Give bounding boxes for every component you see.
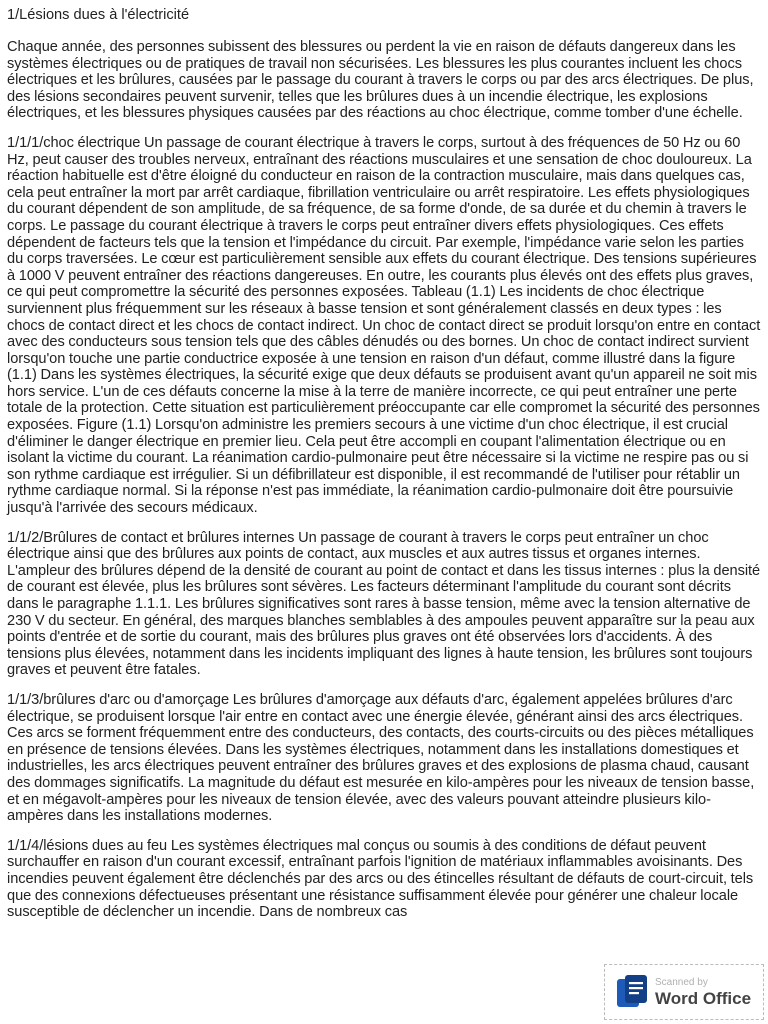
word-office-logo-icon	[617, 975, 647, 1009]
paragraph-intro: Chaque année, des personnes subissent des blessures ou perdent la vie en raison de défauts dangereux dans les systèmes électriques ou de pratiques de travail non sécurisées. Les blessures les plus courantes incluent les chocs électriques et les brûlures, causées par le passage du courant à travers le corps ou par des arcs électriques. De plus, des lésions secondaires peuvent survenir, telles que les brûlures dues à un incendie électrique, les explosions électriques, et les blessures physiques causées par des réactions au choc électrique, comme tomber d'une échelle.	[7, 39, 754, 122]
section-heading: 1/Lésions dues à l'électricité	[7, 7, 190, 23]
paragraph-contact-burns: 1/1/2/Brûlures de contact et brûlures internes Un passage de courant à travers le corps peut entraîner un choc électrique ainsi que des brûlures aux points de contact, aux muscles et aux autres tissus et organes internes. L'ampleur des brûlures dépend de la densité de courant au point de contact et dans les tissus internes : plus la densité de courant est élevée, plus les brûlures sont sévères. Les facteurs déterminant l'amplitude du courant sont décrits dans le paragraphe 1.1.1. Les brûlures significatives sont rares à basse tension, même avec la tension alternative de 230 V du secteur. En général, des marques blanches semblables à des ampoules peuvent apparaître sur la peau aux points d'entrée et de sortie du courant, mais des brûlures plus graves ont été observées lors d'accidents. À des tensions plus élevées, notamment dans les incidents impliquant des lignes à haute tension, les brûlures sont toujours graves et peuvent être fatales.	[7, 529, 761, 679]
watermark-brand-text: Word Office	[655, 988, 752, 1008]
paragraph-electric-shock: 1/1/1/choc électrique Un passage de courant électrique à travers le corps, surtout à des fréquences de 50 Hz ou 60 Hz, peut causer des troubles nerveux, entraînant des réactions musculaires et une sensation de choc douloureux. La réaction habituelle est d'être éloigné du conducteur en raison de la contraction musculaire, mais dans quelques cas, cela peut entraîner la mort par arrêt cardiaque, fibrillation ventriculaire ou arrêt respiratoire. Les effets physiologiques du courant dépendent de son amplitude, de sa fréquence, de sa forme d'onde, de sa durée et du chemin à travers le corps. Le passage du courant électrique à travers le corps peut entraîner divers effets physiologiques. Ces effets dépendent de facteurs tels que la tension et l'impédance du circuit. Par exemple, l'impédance varie selon les parties du corps traversées. Le cœur est particulièrement sensible aux effets du courant électrique. Des tensions supérieures à 1000 V peuvent entraîner des réactions dangereuses. En outre, les courants plus élevés ont des effets plus graves, ce qui peut compromettre la sécurité des personnes exposées. Tableau (1.1) Les incidents de choc électrique surviennent plus fréquemment sur les réseaux à basse tension et sont généralement classés en deux types : les chocs de contact direct et les chocs de contact indirect. Un choc de contact direct se produit lorsqu'on entre en contact avec des conducteurs sous tension tels que des câbles dénudés ou des bornes. Un choc de contact indirect survient lorsqu'on touche une partie conductrice exposée à une tension en raison d'un défaut, comme illustré dans la figure (1.1) Dans les systèmes électriques, la sécurité exige que deux défauts se produisent avant qu'un appareil ne soit mis hors service. L'un de ces défauts concerne la mise à la terre de manière incorrecte, ce qui peut entraîner une perte totale de la protection. Cette situation est particulièrement préoccupante car elle compromet la sécurité des personnes exposées. Figure (1.1) Lorsqu'on administre les premiers secours à une victime d'un choc électrique, il est crucial d'éliminer le danger électrique en premier lieu. Cela peut être accompli en coupant l'alimentation électrique ou en isolant la victime du courant. La réanimation cardio-pulmonaire peut être nécessaire si la victime ne respire pas ou si son rythme cardiaque est irrégulier. Si un défibrillateur est disponible, il est recommandé de l'utiliser pour rétablir un rythme cardiaque normal. Si la réponse n'est pas immédiate, la réanimation cardio-pulmonaire doit être poursuivie jusqu'à l'arrivée des secours médicaux.	[7, 134, 761, 517]
paragraph-fire-injuries: 1/1/4/lésions dues au feu Les systèmes électriques mal conçus ou soumis à des conditions de défaut peuvent surchauffer en raison d'un courant excessif, entraînant parfois l'ignition de matériaux inflammables avoisinants. Des incendies peuvent également être déclenchés par des arcs ou des étincelles résultant de défauts de court-circuit, tels que des connexions défectueuses présentant une résistance suffisamment élevée pour générer une chaleur locale susceptible de déclencher un incendie. Dans de nombreux cas	[7, 837, 754, 921]
paragraph-arc-burns: 1/1/3/brûlures d'arc ou d'amorçage Les brûlures d'amorçage aux défauts d'arc, également appelées brûlures d'arc électrique, se produisent lorsque l'air entre en contact avec une énergie élevée, générant ainsi des arcs électriques. Ces arcs se forment fréquemment entre des conducteurs, des contacts, des courts-circuits ou des pièces métalliques en présence de tensions élevées. Dans les systèmes électriques, notamment dans les installations domestiques et industrielles, les arcs électriques peuvent entraîner des brûlures graves et des explosions de plasma chaud, causant des dommages significatifs. La magnitude du défaut est mesurée en kilo-ampères pour les niveaux de tension basse, et en mégavolt-ampères pour les niveaux de tension élevée, avec des valeurs pouvant atteindre plusieurs kilo-ampères dans les installations modernes.	[7, 691, 755, 825]
scanner-watermark	[604, 964, 764, 1020]
watermark-small-text: Scanned by	[655, 976, 708, 988]
